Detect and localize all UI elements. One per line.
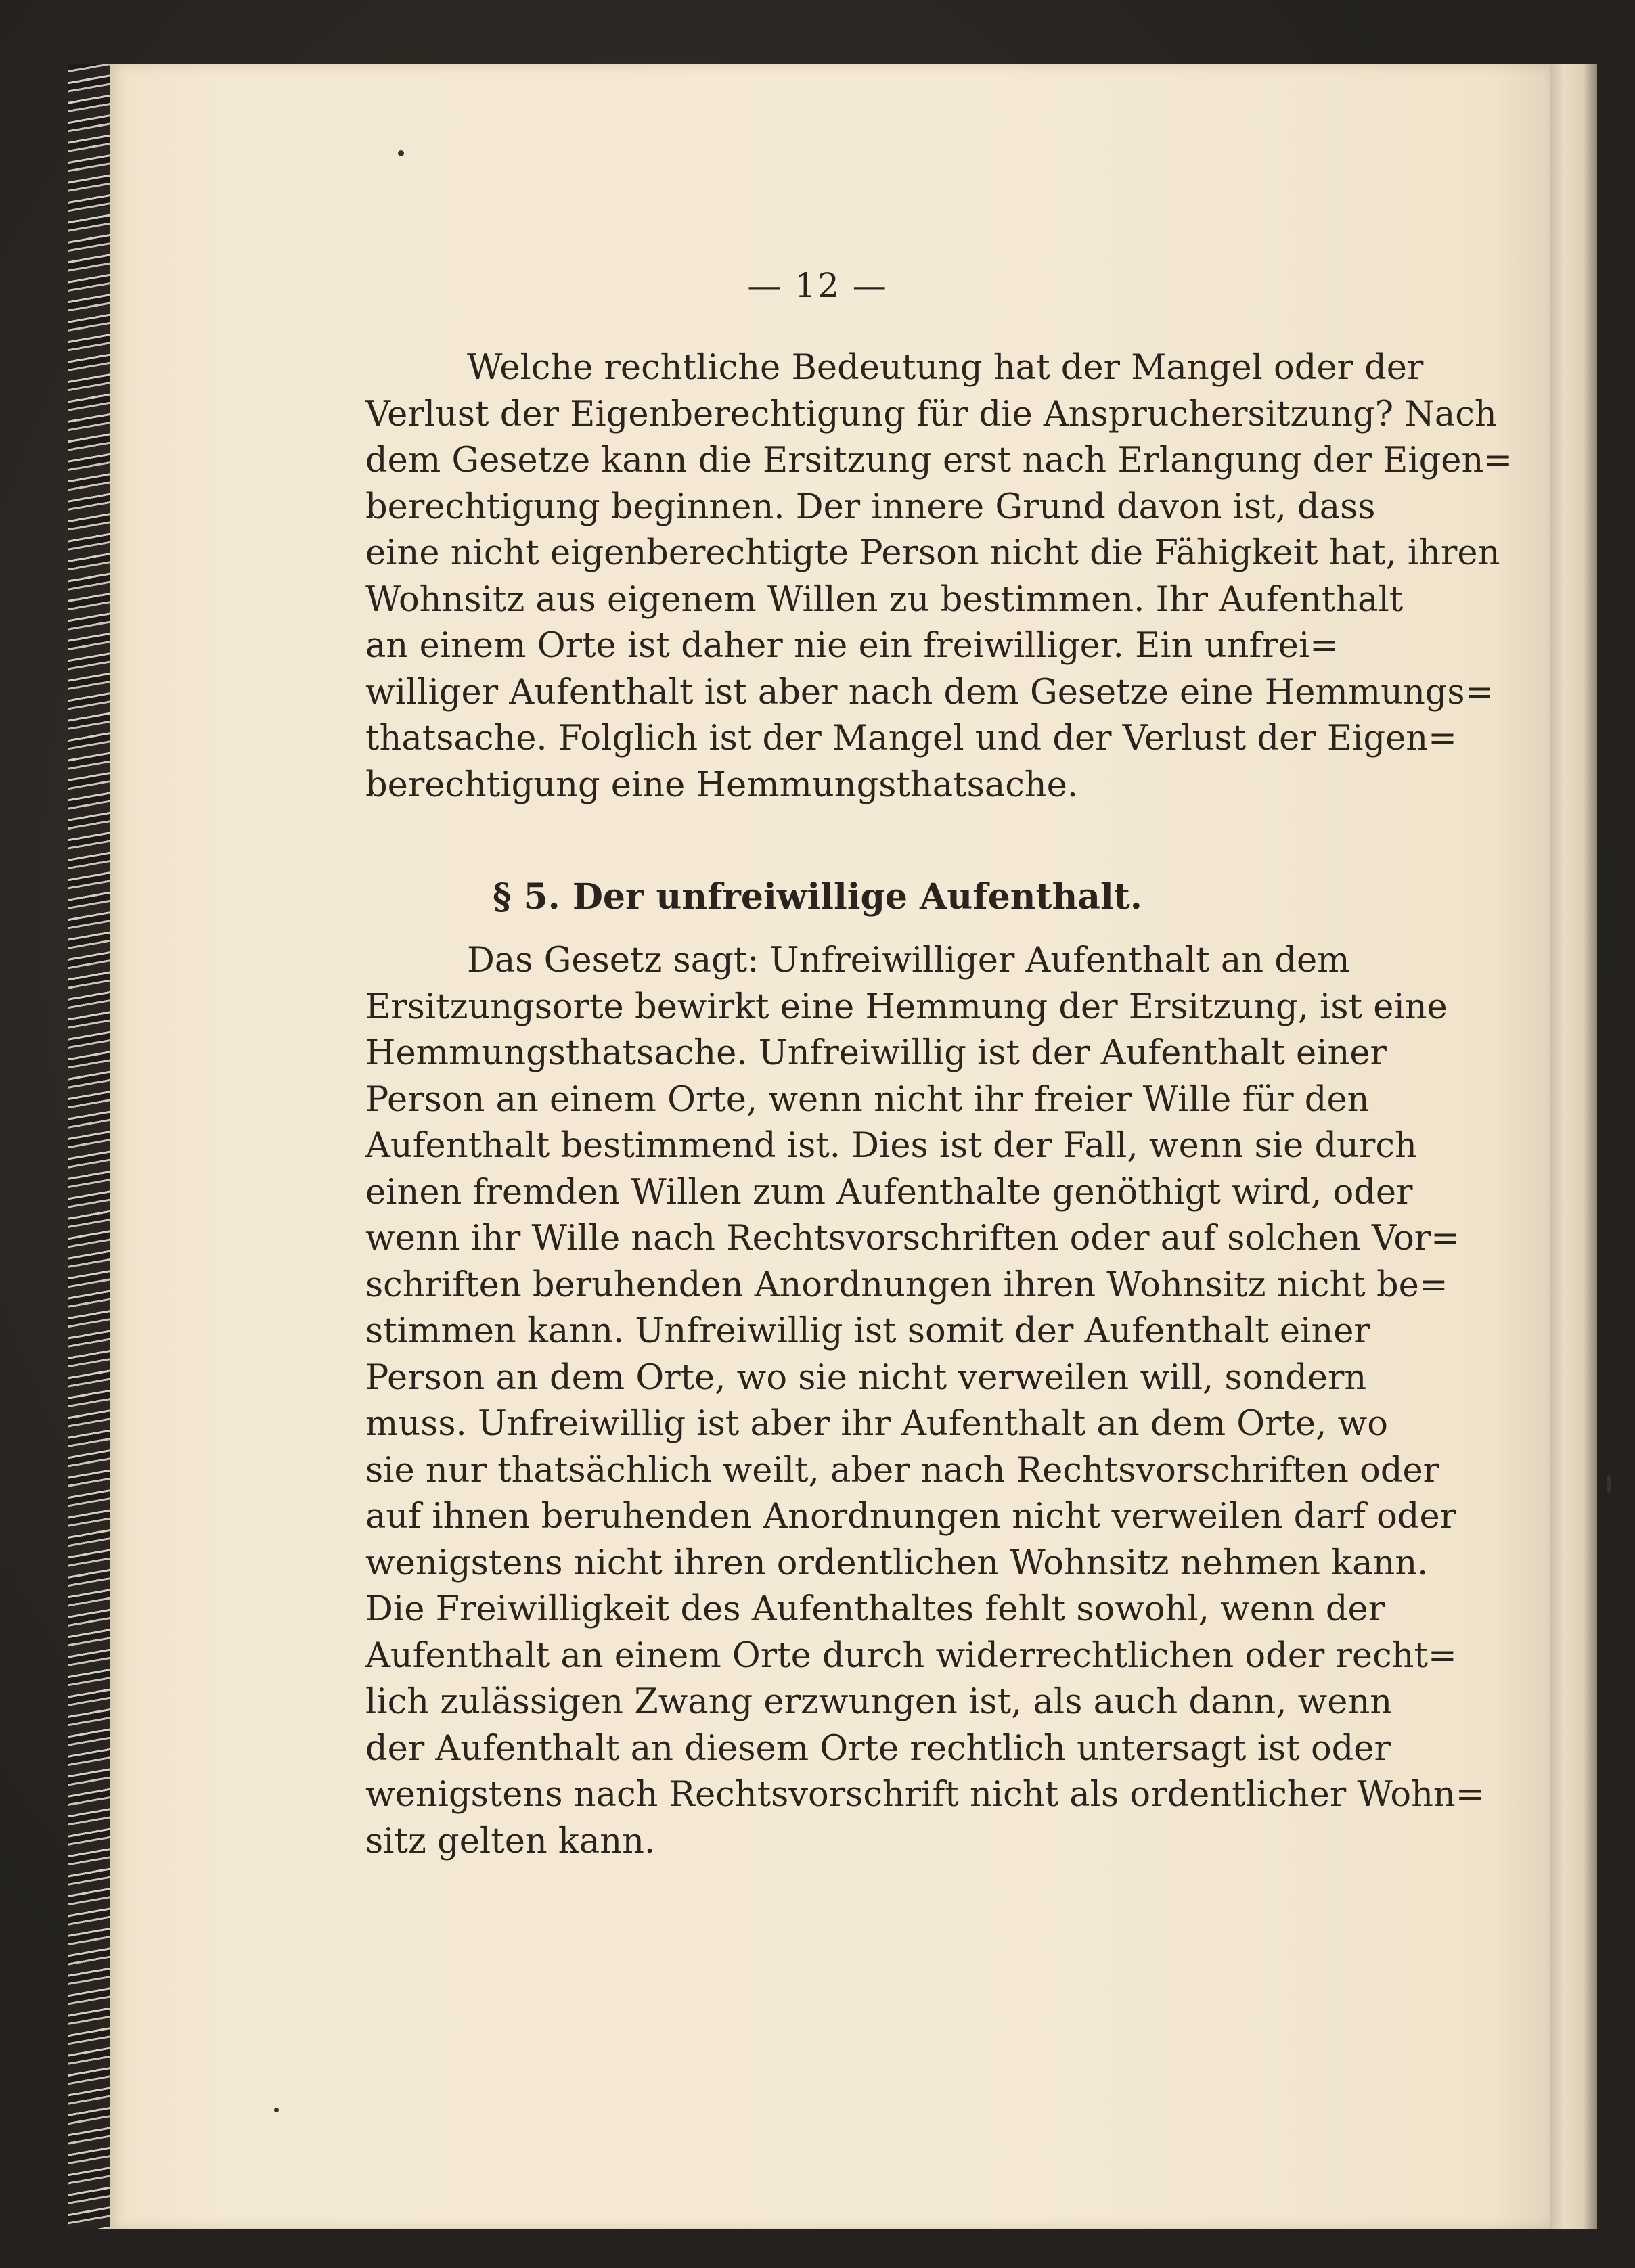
text-line: Aufenthalt bestimmend ist. Dies ist der Fall, wenn sie durch — [365, 1126, 1417, 1166]
text-line: wenigstens nicht ihren ordentlichen Wohnsitz nehmen kann. — [365, 1543, 1429, 1583]
text-line: schriften beruhenden Anordnungen ihren Wohnsitz nicht be= — [365, 1265, 1448, 1305]
text-line: wenigstens nach Rechtsvorschrift nicht als ordentlicher Wohn= — [365, 1775, 1485, 1815]
paragraph-1 — [365, 345, 1513, 809]
page-edge — [1550, 64, 1597, 2229]
text-line: muss. Unfreiwillig ist aber ihr Aufenthalt an dem Orte, wo — [365, 1404, 1388, 1444]
text-line: Verlust der Eigenberechtigung für die Anspruchersitzung? Nach — [365, 394, 1497, 434]
text-line: thatsache. Folglich ist der Mangel und der Verlust der Eigen= — [365, 719, 1457, 758]
page-number: — 12 — — [747, 266, 888, 305]
ink-speck — [274, 2108, 279, 2112]
text-line: eine nicht eigenberechtigte Person nicht die Fähigkeit hat, ihren — [365, 533, 1500, 573]
ink-speck — [1607, 1475, 1611, 1493]
text-line: auf ihnen beruhenden Anordnungen nicht verweilen darf oder — [365, 1497, 1457, 1537]
text-line: berechtigung beginnen. Der innere Grund davon ist, dass — [365, 486, 1376, 527]
text-line: einen fremden Willen zum Aufenthalte genöthigt wird, oder — [365, 1172, 1413, 1212]
text-line: Das Gesetz sagt: Unfreiwilliger Aufenthalt an dem — [467, 940, 1350, 980]
text-line: dem Gesetze kann die Ersitzung erst nach Erlangung der Eigen= — [365, 440, 1513, 480]
text-line: Hemmungsthatsache. Unfreiwillig ist der Aufenthalt einer — [365, 1033, 1387, 1073]
text-line: berechtigung eine Hemmungsthatsache. — [365, 765, 1079, 805]
text-line: Aufenthalt an einem Orte durch widerrechtlichen oder recht= — [365, 1635, 1457, 1676]
text-line: stimmen kann. Unfreiwillig ist somit der Aufenthalt einer — [365, 1311, 1370, 1351]
text-line: Person an dem Orte, wo sie nicht verweilen will, sondern — [365, 1357, 1367, 1398]
text-line: Person an einem Orte, wenn nicht ihr freier Wille für den — [365, 1079, 1370, 1120]
text-line: Welche rechtliche Bedeutung hat der Mangel oder der — [467, 348, 1424, 388]
text-line: lich zulässigen Zwang erzwungen ist, als auch dann, wenn — [365, 1682, 1393, 1722]
marbled-binding — [68, 64, 110, 2229]
text-line: wenn ihr Wille nach Rechtsvorschriften oder auf solchen Vor= — [365, 1219, 1460, 1258]
text-line: der Aufenthalt an diesem Orte rechtlich untersagt ist oder — [365, 1728, 1391, 1769]
text-line: williger Aufenthalt ist aber nach dem Gesetze eine Hemmungs= — [365, 672, 1494, 712]
section-heading: § 5. Der unfreiwillige Aufenthalt. — [493, 876, 1142, 917]
text-line: Die Freiwilligkeit des Aufenthaltes fehlt sowohl, wenn der — [365, 1589, 1385, 1629]
ink-speck — [398, 150, 404, 156]
paragraph-2 — [365, 938, 1485, 1865]
text-line: Ersitzungsorte bewirkt eine Hemmung der Ersitzung, ist eine — [365, 986, 1448, 1027]
text-line: sitz gelten kann. — [365, 1821, 656, 1861]
text-line: an einem Orte ist daher nie ein freiwilliger. Ein unfrei= — [365, 626, 1339, 666]
text-line: Wohnsitz aus eigenem Willen zu bestimmen. Ihr Aufenthalt — [365, 579, 1404, 620]
text-line: sie nur thatsächlich weilt, aber nach Rechtsvorschriften oder — [365, 1450, 1440, 1491]
